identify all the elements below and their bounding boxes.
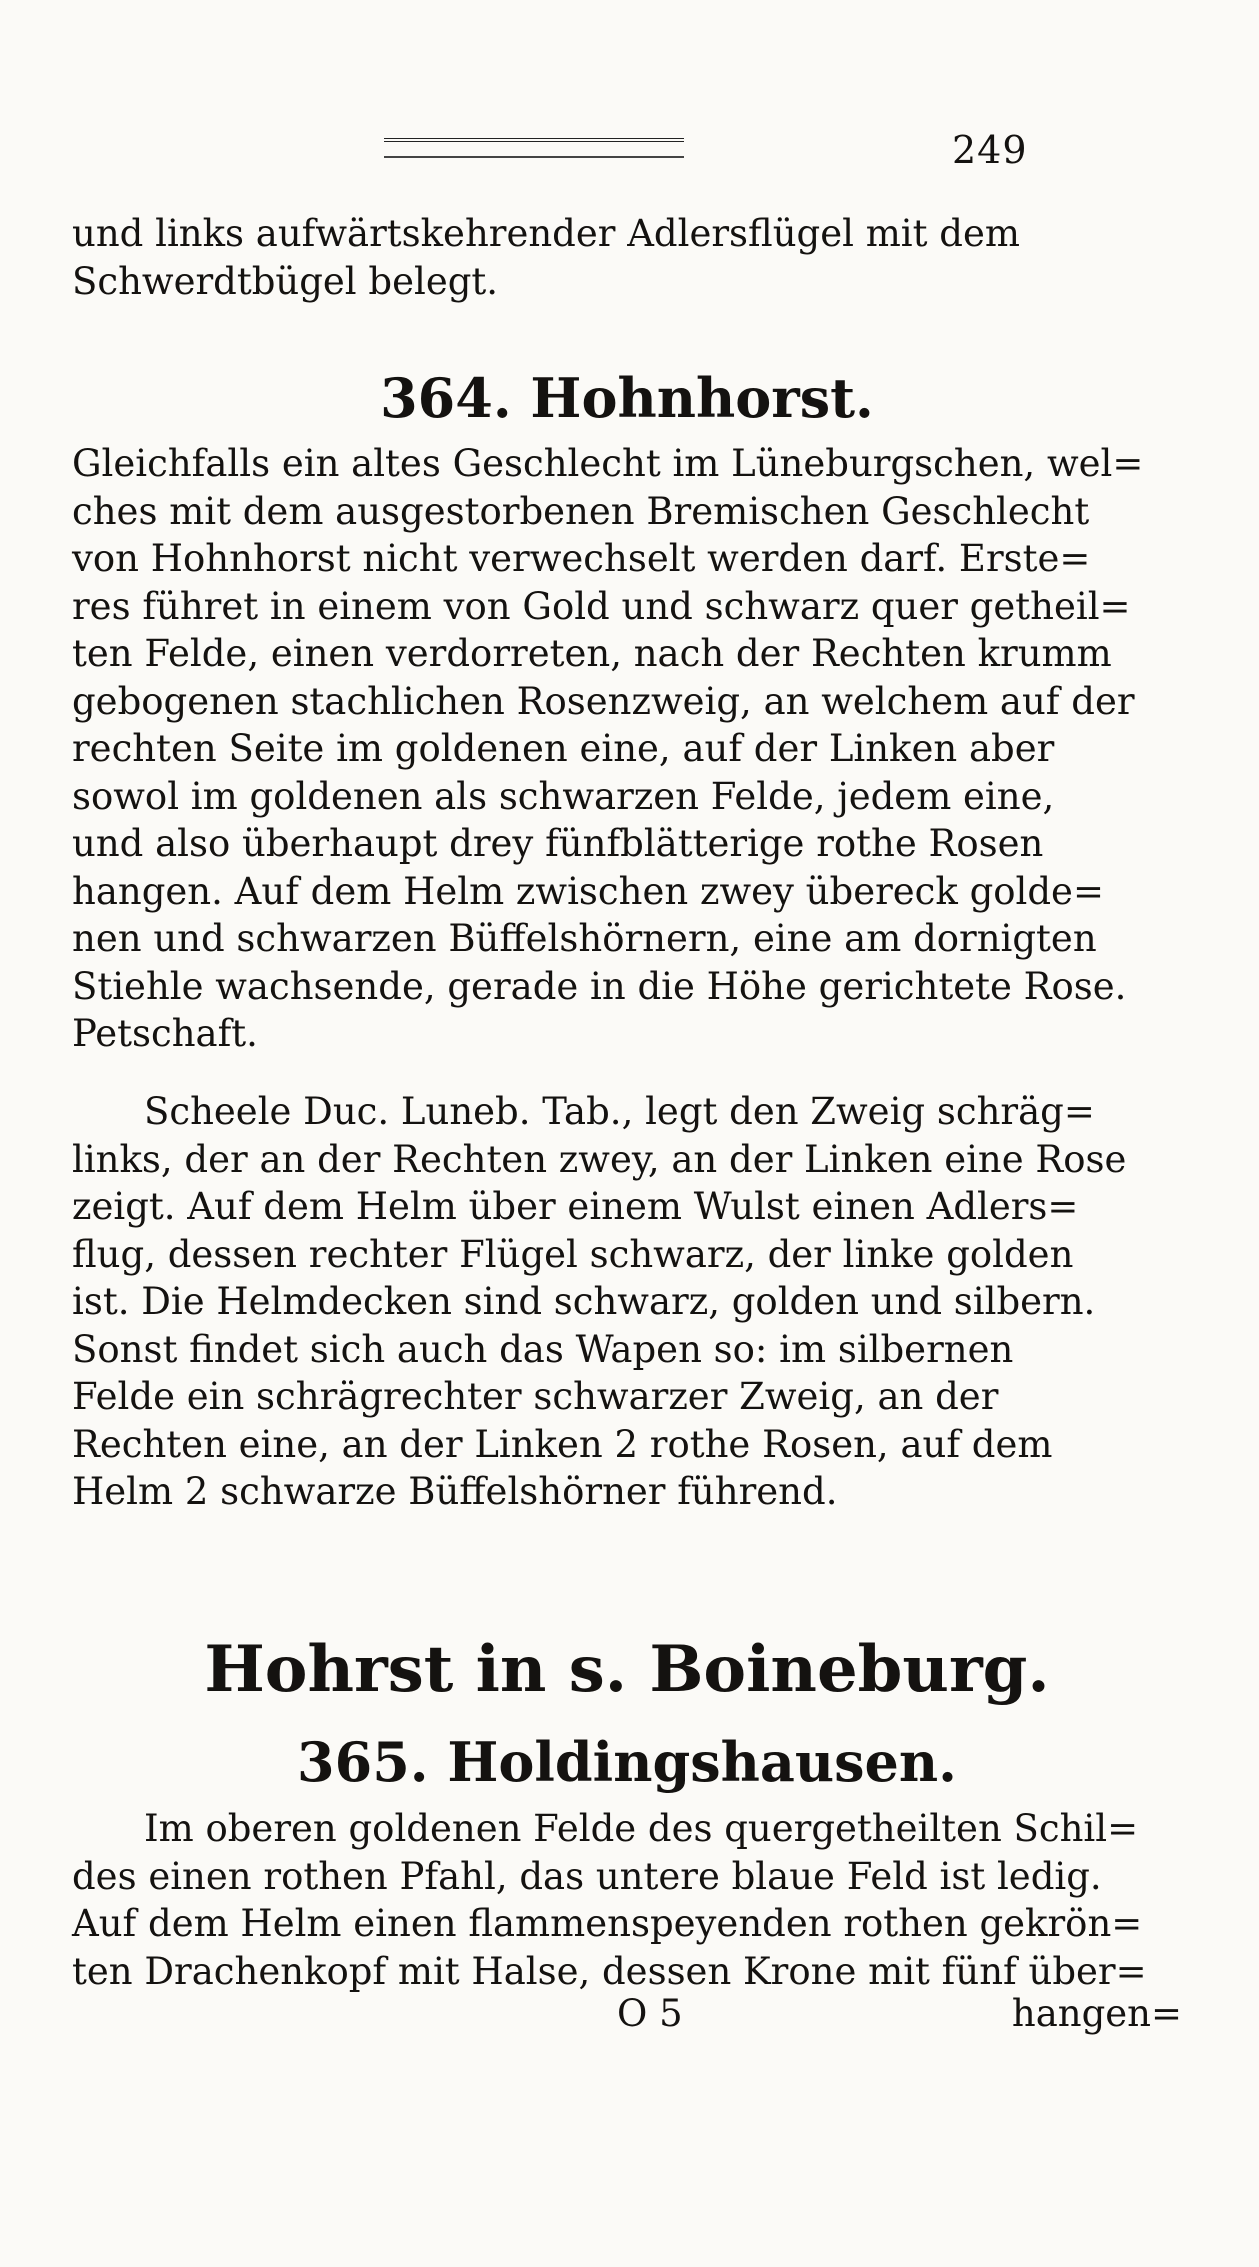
text-line: rechten Seite im goldenen eine, auf der Linken aber xyxy=(72,727,1055,770)
catchword: hangen= xyxy=(1011,1992,1182,2035)
text-line: nen und schwarzen Büffelshörnern, eine am dornigten xyxy=(72,917,1097,960)
entry-365-paragraph-1 xyxy=(72,1805,1182,1995)
intro-text xyxy=(72,210,1182,305)
header-rule xyxy=(384,138,684,158)
text-line: gebogenen stachlichen Rosenzweig, an welchem auf der xyxy=(72,679,1135,723)
text-line: flug, dessen rechter Flügel schwarz, der linke golden xyxy=(72,1232,1074,1276)
entry-365-heading: 365. Holdingshausen. xyxy=(297,1730,957,1794)
text-line: des einen rothen Pfahl, das untere blaue Feld ist ledig. xyxy=(72,1854,1102,1898)
text-line: Gleichfalls ein altes Geschlecht im Lüneburgschen, wel= xyxy=(72,442,1144,485)
signature-mark: O 5 xyxy=(617,1992,683,2035)
text-line: Petschaft. xyxy=(72,1012,258,1055)
text-line: res führet in einem von Gold und schwarz quer getheil= xyxy=(72,584,1131,628)
text-line: zeigt. Auf dem Helm über einem Wulst einen Adlers= xyxy=(72,1185,1079,1228)
text-line: hangen. Auf dem Helm zwischen zwey übereck golde= xyxy=(72,869,1104,913)
text-line: ist. Die Helmdecken sind schwarz, golden und silbern. xyxy=(72,1280,1096,1323)
text-line: Helm 2 schwarze Büffelshörner führend. xyxy=(72,1470,838,1513)
text-line: Rechten eine, an der Linken 2 rothe Rosen, auf dem xyxy=(72,1422,1053,1466)
text-line: Schwerdtbügel belegt. xyxy=(72,259,499,303)
text-line: links, der an der Rechten zwey, an der Linken eine Rose xyxy=(72,1137,1127,1181)
text-line: von Hohnhorst nicht verwechselt werden darf. Erste= xyxy=(72,537,1091,580)
cross-reference-heading: Hohrst in s. Boineburg. xyxy=(204,1632,1050,1707)
page-footer xyxy=(72,1992,1182,2042)
text-line: ches mit dem ausgestorbenen Bremischen Geschlecht xyxy=(72,489,1090,533)
text-line: Im oberen goldenen Felde des quergetheilten Schil= xyxy=(144,1807,1139,1850)
text-line: Stiehle wachsende, gerade in die Höhe gerichtete Rose. xyxy=(72,964,1127,1008)
entry-364-heading: 364. Hohnhorst. xyxy=(380,366,874,430)
entry-364-paragraph-2 xyxy=(72,1088,1182,1516)
text-line: Sonst findet sich auch das Wapen so: im silbernen xyxy=(72,1327,1014,1371)
text-line: und links aufwärtskehrender Adlersflügel mit dem xyxy=(72,212,1020,255)
text-line: und also überhaupt drey fünfblätterige rothe Rosen xyxy=(72,822,1044,865)
text-line: Scheele Duc. Luneb. Tab., legt den Zweig schräg= xyxy=(144,1090,1095,1133)
text-line: ten Drachenkopf mit Halse, dessen Krone mit fünf über= xyxy=(72,1949,1147,1993)
text-line: Auf dem Helm einen flammenspeyenden rothen gekrön= xyxy=(72,1902,1143,1945)
text-line: ten Felde, einen verdorreten, nach der Rechten krumm xyxy=(72,632,1112,675)
text-line: Felde ein schrägrechter schwarzer Zweig, an der xyxy=(72,1375,999,1418)
entry-364-paragraph-1 xyxy=(72,440,1182,1058)
page-number: 249 xyxy=(952,128,1028,172)
text-line: sowol im goldenen als schwarzen Felde, jedem eine, xyxy=(72,774,1055,818)
